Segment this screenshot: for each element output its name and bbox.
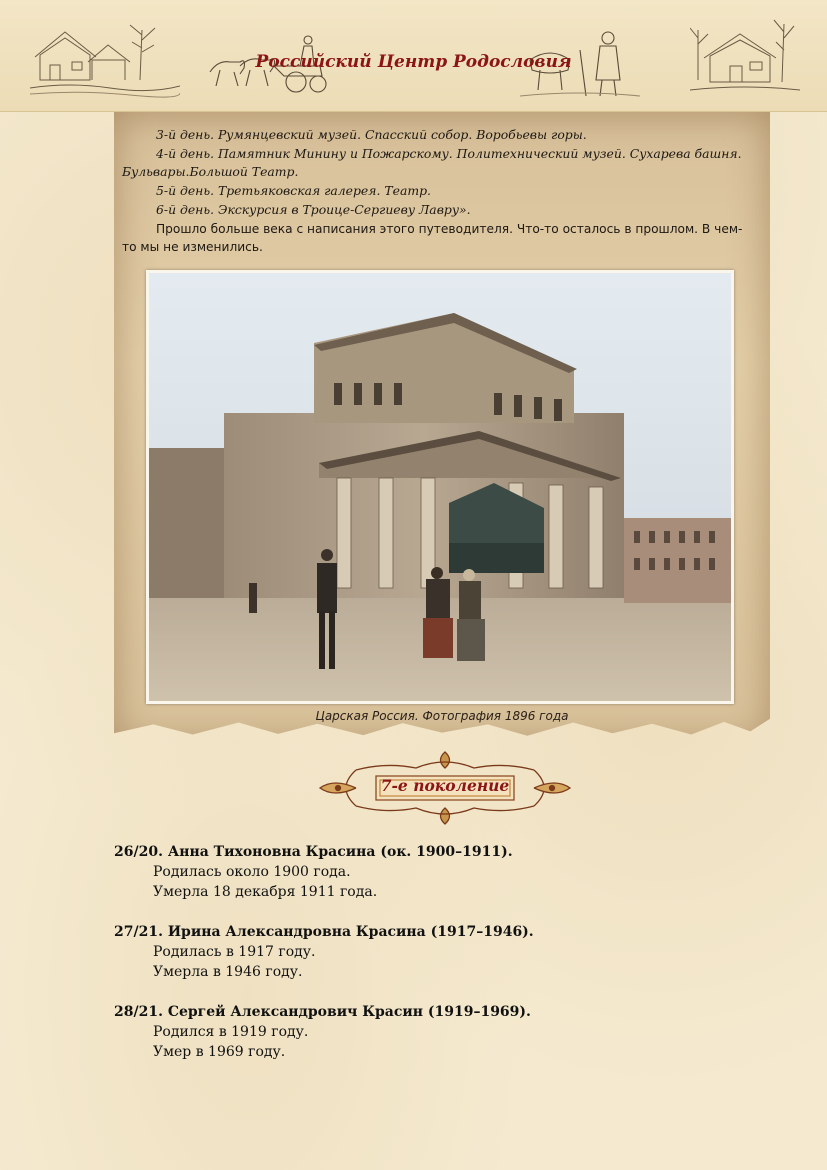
death-line: Умерла 18 декабря 1911 года.: [153, 884, 378, 900]
page-header: [0, 0, 827, 112]
person-entry: [114, 1002, 754, 1062]
person-title: 26/20. Анна Тихоновна Красина (ок. 1900–1911).: [114, 844, 513, 860]
person-title: 27/21. Ирина Александровна Красина (1917–1946).: [114, 924, 534, 940]
birth-line: Родился в 1919 году.: [153, 1024, 309, 1040]
genealogy-entries: [114, 842, 754, 1082]
itinerary-day-6: 6-й день. Экскурсия в Троице-Сергиеву Лавру».: [156, 201, 471, 217]
person-title: 28/21. Сергей Александрович Красин (1919–1969).: [114, 1004, 531, 1020]
person-entry: [114, 842, 754, 902]
death-line: Умер в 1969 году.: [153, 1044, 286, 1060]
death-line: Умерла в 1946 году.: [153, 964, 303, 980]
birth-line: Родилась в 1917 году.: [153, 944, 316, 960]
commentary-paragraph: Прошло больше века с написания этого путеводителя. Что-то осталось в прошлом. В чем-то мы не изменились.: [122, 221, 743, 255]
itinerary-text: [122, 126, 750, 257]
photo-caption: Царская Россия. Фотография 1896 года: [315, 709, 569, 723]
itinerary-day-5: 5-й день. Третьяковская галерея. Театр.: [156, 183, 431, 199]
person-entry: [114, 922, 754, 982]
itinerary-day-3: 3-й день. Румянцевский музей. Спасский собор. Воробьевы горы.: [156, 127, 587, 142]
birth-line: Родилась около 1900 года.: [153, 864, 351, 880]
generation-title: 7-е поколение: [380, 776, 510, 795]
itinerary-day-4: 4-й день. Памятник Минину и Пожарскому. Политехнический музей. Сухарева башня. Бульвары.Большой Театр.: [122, 145, 742, 180]
site-title: Российский Центр Родословия: [255, 52, 572, 72]
historic-photo: [146, 270, 734, 704]
bolshoi-theatre-image: [149, 273, 731, 701]
